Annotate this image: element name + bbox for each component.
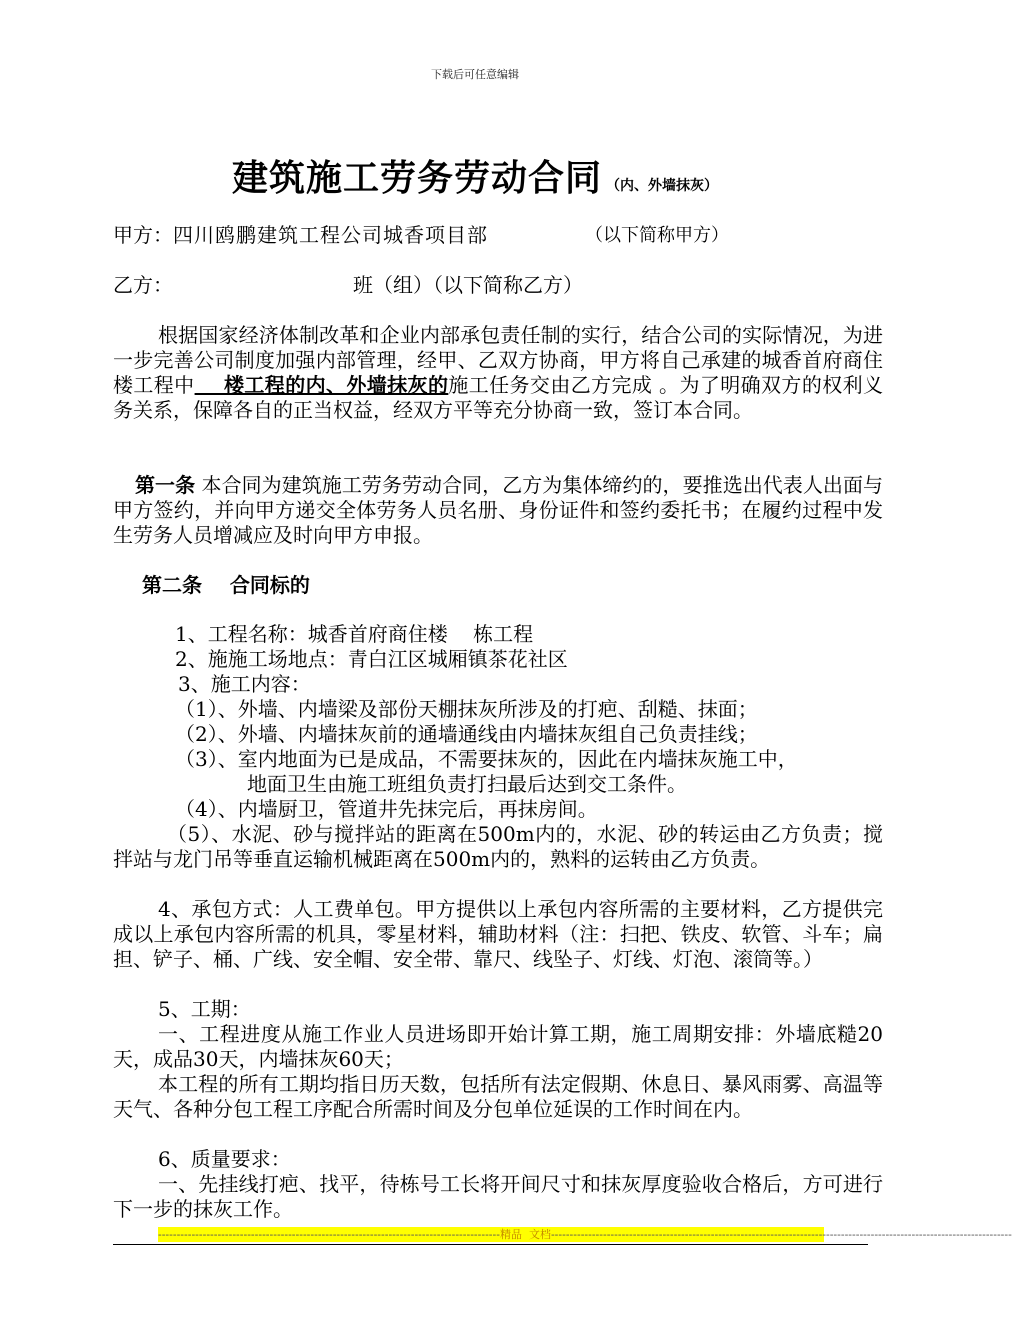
period-paragraph-2: 本工程的所有工期均指日历天数，包括所有法定假期、休息日、暴风雨雾、高温等天气、各种分包工程工序配合所需时间及分包单位延误的工作时间在内。 [113, 1072, 883, 1121]
party-b-label: 乙方： [113, 273, 173, 297]
party-a-note: （以下简称甲方） [585, 225, 729, 246]
intro-text-1: 根据国家经济体制改革和企业内部承包责任制的实行，结合公司的实际情况，为进一步完善公司制度加强内部管理，经甲、乙双方协商，甲方将自己承建的城香首府商住楼工程中 [113, 323, 883, 397]
title-block [0, 150, 950, 201]
party-b-line [113, 273, 883, 298]
content-item-1: （1）、外墙、内墙梁及部份天棚抹灰所涉及的打疤、刮糙、抹面； [175, 697, 758, 721]
party-b-group: 班（组）（以下简称乙方） [353, 273, 583, 297]
period-paragraph-1: 一、工程进度从施工作业人员进场即开始计算工期，施工周期安排：外墙底糙20天，成品30天，内墙抹灰60天； [113, 1022, 883, 1071]
item-content-label: 3、施工内容： [178, 672, 311, 696]
header-note: 下载后可任意编辑 [431, 68, 519, 81]
party-a-label: 甲方： [113, 223, 173, 247]
item-site: 2、施施工场地点：青白江区城厢镇茶花社区 [175, 647, 568, 671]
content-item-5: （5）、水泥、砂与搅拌站的距离在500m内的，水泥、砂的转运由乙方负责；搅拌站与龙门吊等垂直运输机械距离在500m内的，熟料的运转由乙方负责。 [113, 822, 883, 871]
article-1-heading: 第一条 [135, 473, 196, 497]
content-item-3b: 地面卫生由施工班组负责打扫最后达到交工条件。 [247, 772, 687, 796]
footer-dashes-right: ---------------------------------------------------------------------------------------------------------------------------- [550, 1228, 1012, 1241]
party-a-line [113, 223, 883, 248]
content-item-2: （2）、外墙、内墙抹灰前的通墙通线由内墙抹灰组自己负责挂线； [175, 722, 758, 746]
document-title: 建筑施工劳务劳动合同 [231, 157, 602, 199]
content-item-4: （4）、内墙厨卫，管道井先抹完后，再抹房间。 [175, 797, 598, 821]
article-1 [113, 473, 883, 548]
intro-text-2: 施工任务交由乙方完成 。为了明确双方的权利义务关系，保障各自的正当权益，经双方平等充分协商一致，签订本合同。 [113, 373, 884, 422]
party-a-name: 四川鸥鹏建筑工程公司城香项目部 [173, 223, 488, 247]
footer-banner [158, 1227, 1012, 1242]
article-2-heading: 第二条 合同标的 [142, 573, 310, 597]
intro-paragraph [113, 323, 883, 423]
item-contract-mode: 4、承包方式：人工费单包。甲方提供以上承包内容所需的主要材料，乙方提供完成以上承包内容所需的机具，零星材料，辅助材料（注：扫把、铁皮、软管、斗车；扁担、铲子、桶、广线、安全帽、安全带、靠尺、线坠子、灯线、灯泡、滚筒等。） [113, 897, 883, 971]
article-1-text: 本合同为建筑施工劳务劳动合同，乙方为集体缔约的，要推选出代表人出面与甲方签约，并向甲方递交全体劳务人员名册、身份证件和签约委托书；在履约过程中发生劳务人员增减应及时向甲方申报。 [113, 473, 884, 547]
quality-paragraph-1: 一、先挂线打疤、找平，待栋号工长将开间尺寸和抹灰厚度验收合格后，方可进行下一步的抹灰工作。 [113, 1172, 883, 1221]
footer-dashes-left: -------------------------------------------------------------------------------------------- [158, 1228, 500, 1241]
intro-underlined: 楼工程的内、外墙抹灰的 [194, 373, 449, 397]
item-quality-label: 6、质量要求： [158, 1147, 291, 1171]
item-project-name: 1、工程名称：城香首府商住楼 栋工程 [175, 622, 534, 646]
footer-text: 精品 文档 [499, 1228, 551, 1241]
document-subtitle: （内、外墙抹灰） [606, 178, 718, 194]
footer-rule [113, 1244, 868, 1245]
item-period-label: 5、工期： [158, 997, 251, 1021]
content-item-3a: （3）、室内地面为已是成品，不需要抹灰的，因此在内墙抹灰施工中， [175, 747, 798, 771]
